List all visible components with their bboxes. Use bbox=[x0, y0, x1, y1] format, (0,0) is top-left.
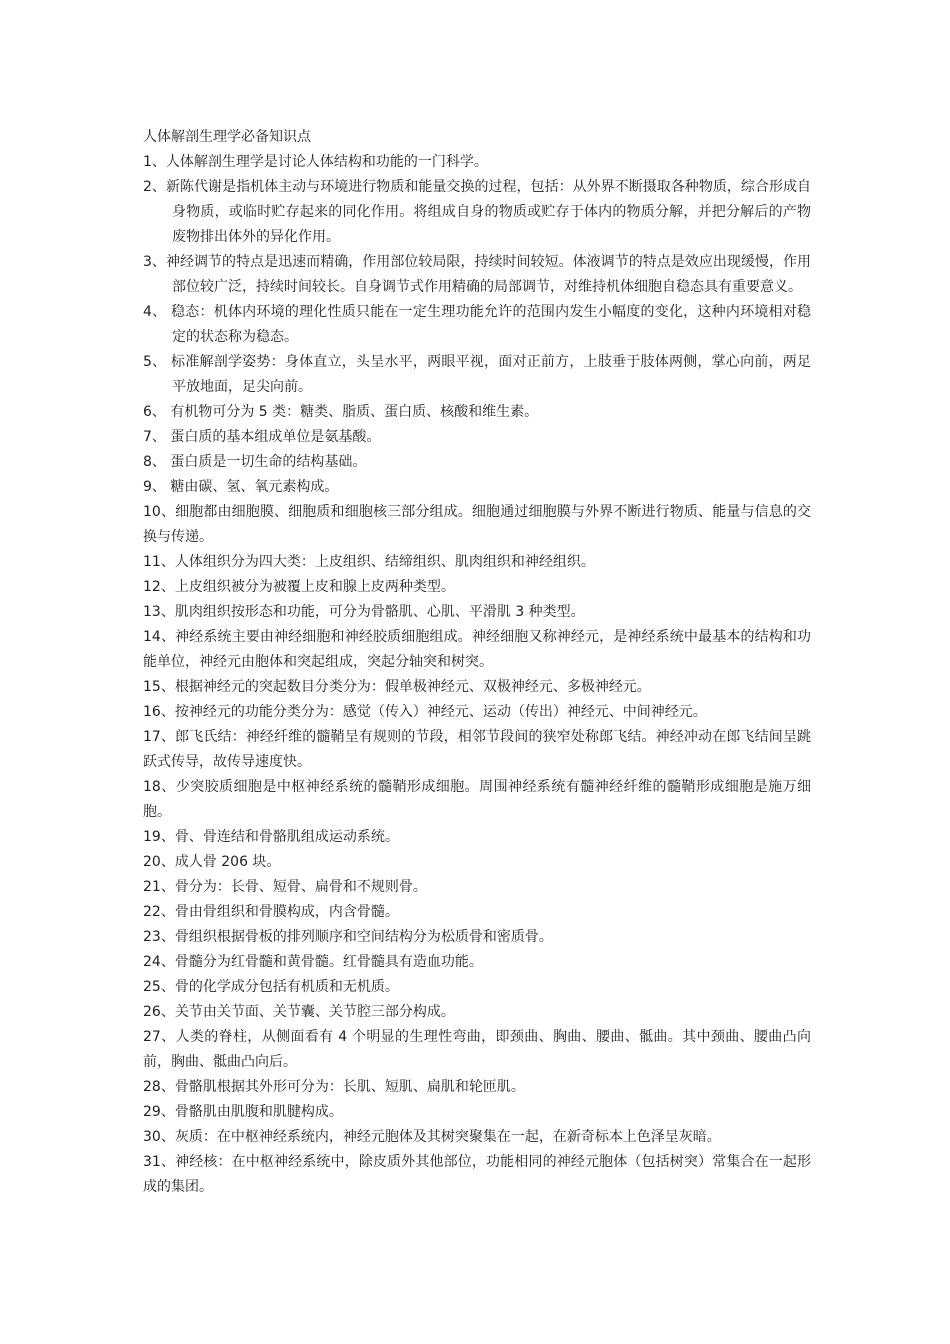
knowledge-point-item: 2、新陈代谢是指机体主动与环境进行物质和能量交换的过程，包括：从外界不断摄取各种物质，综合形成自身物质，或临时贮存起来的同化作用。将组成自身的物质或贮存于体内的物质分解，并把分解后的产物废物排出体外的异化作用。 bbox=[143, 179, 811, 245]
knowledge-point-item: 6、 有机物可分为 5 类：糖类、脂质、蛋白质、核酸和维生素。 bbox=[143, 404, 539, 420]
knowledge-point-item: 3、神经调节的特点是迅速而精确，作用部位较局限，持续时间较短。体液调节的特点是效应出现缓慢，作用部位较广泛，持续时间较长。自身调节式作用精确的局部调节，对维持机体细胞自稳态具有重要意义。 bbox=[143, 254, 811, 295]
knowledge-point-item: 18、少突胶质细胞是中枢神经系统的髓鞘形成细胞。周围神经系统有髓神经纤维的髓鞘形成细胞是施万细胞。 bbox=[143, 779, 811, 820]
knowledge-point-item: 19、骨、骨连结和骨骼肌组成运动系统。 bbox=[143, 829, 399, 845]
knowledge-point-item: 13、肌肉组织按形态和功能，可分为骨骼肌、心肌、平滑肌 3 种类型。 bbox=[143, 604, 585, 620]
knowledge-point-item: 11、人体组织分为四大类：上皮组织、结缔组织、肌肉组织和神经组织。 bbox=[143, 554, 595, 570]
knowledge-point-item: 30、灰质：在中枢神经系统内，神经元胞体及其树突聚集在一起，在新奇标本上色泽呈灰暗。 bbox=[143, 1129, 721, 1145]
knowledge-point-item: 24、骨髓分为红骨髓和黄骨髓。红骨髓具有造血功能。 bbox=[143, 954, 483, 970]
knowledge-point-item: 1、人体解剖生理学是讨论人体结构和功能的一门科学。 bbox=[143, 154, 488, 170]
knowledge-point-item: 5、 标准解剖学姿势：身体直立，头呈水平，两眼平视，面对正前方，上肢垂于肢体两侧，掌心向前，两足平放地面，足尖向前。 bbox=[143, 354, 811, 395]
knowledge-point-item: 17、郎飞氏结：神经纤维的髓鞘呈有规则的节段，相邻节段间的狭窄处称郎飞结。神经冲动在郎飞结间呈跳跃式传导，故传导速度快。 bbox=[143, 729, 811, 770]
knowledge-point-item: 28、骨骼肌根据其外形可分为：长肌、短肌、扁肌和轮匝肌。 bbox=[143, 1079, 525, 1095]
knowledge-point-item: 20、成人骨 206 块。 bbox=[143, 854, 281, 870]
document-body bbox=[143, 125, 811, 1200]
document-title: 人体解剖生理学必备知识点 bbox=[143, 129, 311, 145]
knowledge-point-item: 25、骨的化学成分包括有机质和无机质。 bbox=[143, 979, 399, 995]
knowledge-point-item: 10、细胞都由细胞膜、细胞质和细胞核三部分组成。细胞通过细胞膜与外界不断进行物质、能量与信息的交换与传递。 bbox=[143, 504, 811, 545]
knowledge-point-item: 29、骨骼肌由肌腹和肌腱构成。 bbox=[143, 1104, 343, 1120]
knowledge-point-item: 21、骨分为：长骨、短骨、扁骨和不规则骨。 bbox=[143, 879, 427, 895]
knowledge-point-item: 31、神经核：在中枢神经系统中，除皮质外其他部位，功能相同的神经元胞体（包括树突）常集合在一起形成的集团。 bbox=[143, 1154, 811, 1195]
knowledge-point-item: 4、 稳态：机体内环境的理化性质只能在一定生理功能允许的范围内发生小幅度的变化，这种内环境相对稳定的状态称为稳态。 bbox=[143, 304, 811, 345]
knowledge-point-item: 14、神经系统主要由神经细胞和神经胶质细胞组成。神经细胞又称神经元，是神经系统中最基本的结构和功能单位，神经元由胞体和突起组成，突起分轴突和树突。 bbox=[143, 629, 811, 670]
knowledge-point-item: 23、骨组织根据骨板的排列顺序和空间结构分为松质骨和密质骨。 bbox=[143, 929, 553, 945]
knowledge-point-item: 8、 蛋白质是一切生命的结构基础。 bbox=[143, 454, 367, 470]
knowledge-point-item: 15、根据神经元的突起数目分类分为：假单极神经元、双极神经元、多极神经元。 bbox=[143, 679, 651, 695]
knowledge-point-item: 22、骨由骨组织和骨膜构成，内含骨髓。 bbox=[143, 904, 399, 920]
knowledge-point-item: 9、 糖由碳、氢、氧元素构成。 bbox=[143, 479, 339, 495]
knowledge-point-item: 7、 蛋白质的基本组成单位是氨基酸。 bbox=[143, 429, 381, 445]
knowledge-point-item: 27、人类的脊柱，从侧面看有 4 个明显的生理性弯曲，即颈曲、胸曲、腰曲、骶曲。其中颈曲、腰曲凸向前，胸曲、骶曲凸向后。 bbox=[143, 1029, 811, 1070]
knowledge-point-item: 26、关节由关节面、关节囊、关节腔三部分构成。 bbox=[143, 1004, 455, 1020]
knowledge-point-item: 16、按神经元的功能分类分为：感觉（传入）神经元、运动（传出）神经元、中间神经元。 bbox=[143, 704, 707, 720]
knowledge-point-list bbox=[143, 150, 811, 1200]
knowledge-point-item: 12、上皮组织被分为被覆上皮和腺上皮两种类型。 bbox=[143, 579, 455, 595]
